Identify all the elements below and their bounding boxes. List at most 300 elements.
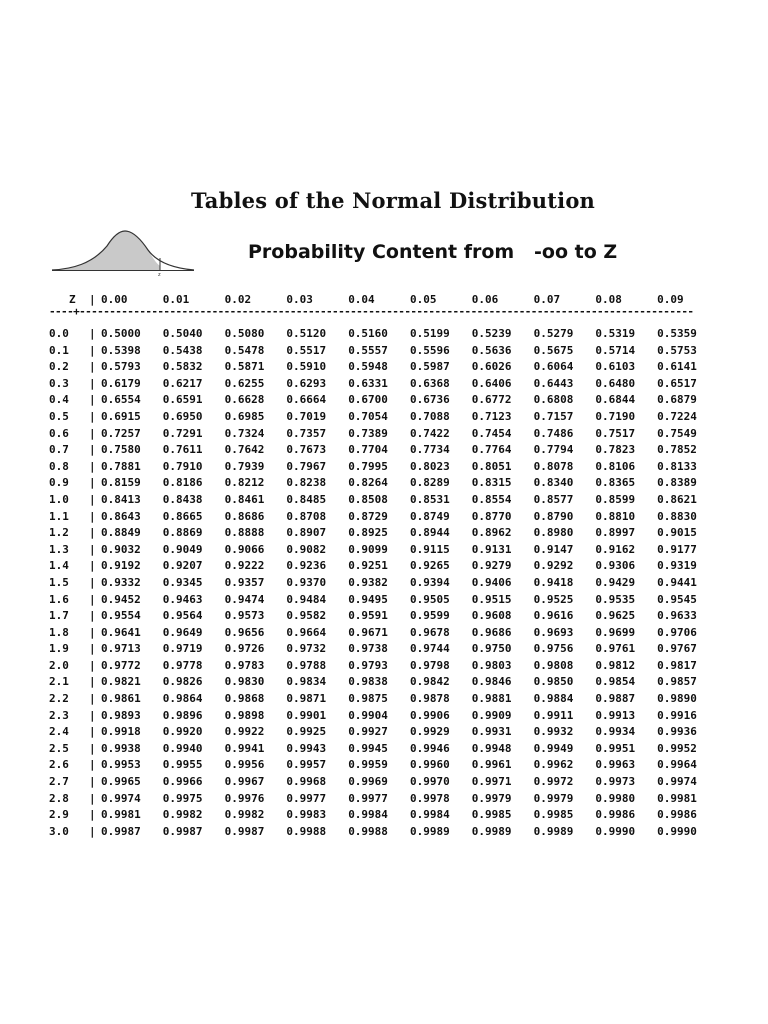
table-cell: 0.9616 (533, 609, 574, 623)
table-cell: 0.8770 (471, 509, 512, 523)
table-cell: 0.5910 (286, 360, 327, 374)
table-cell: 0.7123 (471, 409, 512, 423)
table-cell: 0.9082 (286, 542, 327, 556)
row-z-value: 1.8 (49, 625, 69, 639)
table-cell: 0.9591 (348, 609, 388, 623)
table-cell: 0.9236 (286, 559, 327, 573)
table-cell: 0.7704 (348, 443, 388, 457)
table-cell: 0.9973 (595, 775, 636, 789)
row-z-value: 0.5 (49, 409, 69, 423)
table-row (49, 691, 719, 708)
table-cell: 0.9726 (224, 642, 265, 656)
table-cell: 0.6406 (471, 376, 512, 390)
row-z-value: 2.6 (49, 758, 69, 772)
row-separator: | (89, 725, 96, 739)
table-cell: 0.6664 (286, 393, 327, 407)
table-cell: 0.9965 (101, 775, 141, 789)
header-col-6: 0.06 (471, 293, 499, 306)
table-cell: 0.9671 (348, 625, 388, 639)
table-cell: 0.8508 (348, 492, 388, 506)
table-cell: 0.9834 (286, 675, 327, 689)
table-cell: 0.8051 (471, 459, 512, 473)
table-cell: 0.5160 (348, 327, 388, 340)
table-cell: 0.8643 (101, 509, 141, 523)
table-cell: 0.9803 (471, 658, 512, 672)
table-row (49, 326, 719, 343)
table-cell: 0.9988 (348, 824, 388, 838)
table-cell: 0.9989 (533, 824, 574, 838)
table-cell: 0.7224 (657, 409, 697, 423)
header-separator: | (89, 293, 96, 306)
table-cell: 0.9969 (348, 775, 388, 789)
table-cell: 0.6950 (162, 409, 203, 423)
table-row (49, 442, 719, 459)
table-cell: 0.9854 (595, 675, 636, 689)
table-row (49, 774, 719, 791)
table-cell: 0.9990 (657, 824, 697, 838)
table-row (49, 674, 719, 691)
table-cell: 0.5871 (224, 360, 265, 374)
table-cell: 0.6879 (657, 393, 697, 407)
table-cell: 0.9913 (595, 708, 636, 722)
table-cell: 0.8159 (101, 476, 141, 490)
row-separator: | (89, 625, 96, 639)
table-body (49, 326, 719, 840)
table-cell: 0.9968 (286, 775, 327, 789)
table-cell: 0.9861 (101, 692, 141, 706)
table-cell: 0.7852 (657, 443, 697, 457)
table-row (49, 575, 719, 592)
table-row (49, 724, 719, 741)
table-cell: 0.9987 (101, 824, 141, 838)
table-cell: 0.9279 (471, 559, 512, 573)
row-z-value: 0.9 (49, 476, 69, 490)
row-z-value: 2.5 (49, 741, 69, 755)
row-separator: | (89, 642, 96, 656)
row-separator: | (89, 327, 96, 340)
table-cell: 0.9957 (286, 758, 327, 772)
table-cell: 0.5120 (286, 327, 327, 340)
row-z-value: 1.7 (49, 609, 69, 623)
row-z-value: 0.8 (49, 459, 69, 473)
table-cell: 0.9970 (409, 775, 450, 789)
table-cell: 0.9974 (101, 791, 141, 805)
table-cell: 0.6026 (471, 360, 512, 374)
table-cell: 0.8554 (471, 492, 512, 506)
table-cell: 0.9732 (286, 642, 327, 656)
table-cell: 0.5398 (101, 343, 141, 357)
table-cell: 0.9901 (286, 708, 327, 722)
table-cell: 0.8389 (657, 476, 697, 490)
table-cell: 0.9783 (224, 658, 265, 672)
row-separator: | (89, 692, 96, 706)
table-cell: 0.9929 (409, 725, 450, 739)
table-cell: 0.9904 (348, 708, 388, 722)
table-cell: 0.8264 (348, 476, 388, 490)
table-cell: 0.9918 (101, 725, 141, 739)
table-cell: 0.9686 (471, 625, 512, 639)
table-cell: 0.9916 (657, 708, 697, 722)
table-cell: 0.9251 (348, 559, 388, 573)
row-separator: | (89, 376, 96, 390)
table-cell: 0.8888 (224, 526, 265, 540)
z-marker-label: z (158, 272, 161, 278)
table-cell: 0.7794 (533, 443, 574, 457)
table-cell: 0.9192 (101, 559, 141, 573)
table-cell: 0.9842 (409, 675, 450, 689)
table-cell: 0.8790 (533, 509, 574, 523)
table-cell: 0.9963 (595, 758, 636, 772)
table-cell: 0.9927 (348, 725, 388, 739)
table-cell: 0.9941 (224, 741, 265, 755)
table-cell: 0.9988 (286, 824, 327, 838)
table-cell: 0.9599 (409, 609, 450, 623)
table-cell: 0.7967 (286, 459, 327, 473)
row-z-value: 1.3 (49, 542, 69, 556)
row-separator: | (89, 343, 96, 357)
table-cell: 0.9909 (471, 708, 512, 722)
table-cell: 0.9767 (657, 642, 697, 656)
table-cell: 0.7764 (471, 443, 512, 457)
table-cell: 0.8907 (286, 526, 327, 540)
table-cell: 0.6985 (224, 409, 265, 423)
row-separator: | (89, 609, 96, 623)
table-cell: 0.8340 (533, 476, 574, 490)
table-cell: 0.9319 (657, 559, 697, 573)
table-cell: 0.5714 (595, 343, 636, 357)
table-row (49, 459, 719, 476)
table-cell: 0.5000 (101, 327, 141, 340)
table-row (49, 359, 719, 376)
table-cell: 0.9934 (595, 725, 636, 739)
curve-shaded-area (52, 231, 160, 270)
table-cell: 0.9265 (409, 559, 450, 573)
row-separator: | (89, 476, 96, 490)
table-cell: 0.8944 (409, 526, 450, 540)
table-cell: 0.7642 (224, 443, 265, 457)
row-z-value: 2.0 (49, 658, 69, 672)
table-cell: 0.6179 (101, 376, 141, 390)
table-cell: 0.9441 (657, 575, 697, 589)
row-separator: | (89, 708, 96, 722)
table-cell: 0.9946 (409, 741, 450, 755)
table-cell: 0.7580 (101, 443, 141, 457)
table-cell: 0.9953 (101, 758, 141, 772)
table-cell: 0.7939 (224, 459, 265, 473)
table-row (49, 376, 719, 393)
table-cell: 0.9821 (101, 675, 141, 689)
header-col-9: 0.09 (657, 293, 684, 306)
table-row (49, 558, 719, 575)
table-cell: 0.9162 (595, 542, 636, 556)
table-cell: 0.9940 (162, 741, 203, 755)
table-cell: 0.9975 (162, 791, 203, 805)
table-cell: 0.9798 (409, 658, 450, 672)
table-cell: 0.9898 (224, 708, 265, 722)
table-cell: 0.6141 (657, 360, 697, 374)
table-cell: 0.8212 (224, 476, 265, 490)
table-cell: 0.6368 (409, 376, 450, 390)
table-cell: 0.9625 (595, 609, 636, 623)
table-cell: 0.9099 (348, 542, 388, 556)
table-cell: 0.9515 (471, 592, 512, 606)
table-cell: 0.8997 (595, 526, 636, 540)
table-cell: 0.7088 (409, 409, 450, 423)
table-cell: 0.5557 (348, 343, 388, 357)
table-cell: 0.9177 (657, 542, 697, 556)
table-cell: 0.8078 (533, 459, 574, 473)
table-cell: 0.6293 (286, 376, 327, 390)
table-cell: 0.9931 (471, 725, 512, 739)
table-cell: 0.9474 (224, 592, 265, 606)
table-cell: 0.9207 (162, 559, 203, 573)
table-cell: 0.8962 (471, 526, 512, 540)
table-cell: 0.9147 (533, 542, 574, 556)
table-cell: 0.5793 (101, 360, 141, 374)
row-separator: | (89, 426, 96, 440)
table-cell: 0.9864 (162, 692, 203, 706)
table-cell: 0.9976 (224, 791, 265, 805)
table-cell: 0.9032 (101, 542, 141, 556)
table-cell: 0.9788 (286, 658, 327, 672)
table-cell: 0.9719 (162, 642, 203, 656)
table-cell: 0.6808 (533, 393, 574, 407)
table-cell: 0.9406 (471, 575, 512, 589)
table-row (49, 525, 719, 542)
table-cell: 0.9911 (533, 708, 574, 722)
table-cell: 0.8729 (348, 509, 388, 523)
row-z-value: 0.3 (49, 376, 69, 390)
table-cell: 0.9693 (533, 625, 574, 639)
header-col-4: 0.04 (348, 293, 375, 306)
table-row (49, 625, 719, 642)
row-separator: | (89, 741, 96, 755)
table-cell: 0.9868 (224, 692, 265, 706)
table-cell: 0.9978 (409, 791, 450, 805)
table-cell: 0.8599 (595, 492, 636, 506)
table-cell: 0.8485 (286, 492, 327, 506)
row-separator: | (89, 492, 96, 506)
normal-curve-diagram (52, 222, 194, 278)
table-cell: 0.9985 (533, 808, 574, 822)
table-cell: 0.9738 (348, 642, 388, 656)
table-cell: 0.5517 (286, 343, 327, 357)
table-cell: 0.9115 (409, 542, 450, 556)
table-cell: 0.9808 (533, 658, 574, 672)
table-cell: 0.9955 (162, 758, 203, 772)
table-row (49, 492, 719, 509)
table-row (49, 409, 719, 426)
table-cell: 0.9357 (224, 575, 265, 589)
table-cell: 0.9977 (348, 791, 388, 805)
row-z-value: 1.0 (49, 492, 69, 506)
table-row (49, 757, 719, 774)
table-cell: 0.7517 (595, 426, 636, 440)
table-cell: 0.8708 (286, 509, 327, 523)
table-cell: 0.5753 (657, 343, 697, 357)
table-cell: 0.9699 (595, 625, 636, 639)
table-cell: 0.5987 (409, 360, 450, 374)
table-cell: 0.9922 (224, 725, 265, 739)
table-row (49, 807, 719, 824)
table-cell: 0.9887 (595, 692, 636, 706)
table-row (49, 542, 719, 559)
table-cell: 0.9984 (348, 808, 388, 822)
table-cell: 0.9987 (224, 824, 265, 838)
table-cell: 0.5596 (409, 343, 450, 357)
table-cell: 0.9956 (224, 758, 265, 772)
table-cell: 0.6103 (595, 360, 636, 374)
table-row (49, 392, 719, 409)
table-cell: 0.9484 (286, 592, 327, 606)
row-z-value: 0.7 (49, 443, 69, 457)
table-cell: 0.7019 (286, 409, 327, 423)
row-z-value: 2.7 (49, 775, 69, 789)
table-cell: 0.9932 (533, 725, 574, 739)
table-cell: 0.9793 (348, 658, 388, 672)
table-cell: 0.8980 (533, 526, 574, 540)
header-col-5: 0.05 (409, 293, 437, 306)
table-cell: 0.9649 (162, 625, 203, 639)
table-cell: 0.7881 (101, 459, 141, 473)
row-separator: | (89, 542, 96, 556)
table-cell: 0.8686 (224, 509, 265, 523)
table-cell: 0.8925 (348, 526, 388, 540)
table-cell: 0.7389 (348, 426, 388, 440)
table-cell: 0.9987 (162, 824, 203, 838)
table-cell: 0.8665 (162, 509, 203, 523)
table-cell: 0.9830 (224, 675, 265, 689)
table-cell: 0.7995 (348, 459, 388, 473)
table-cell: 0.9495 (348, 592, 388, 606)
row-z-value: 1.4 (49, 559, 69, 573)
table-cell: 0.9982 (224, 808, 265, 822)
table-row (49, 791, 719, 808)
table-cell: 0.9838 (348, 675, 388, 689)
table-cell: 0.9979 (533, 791, 574, 805)
table-cell: 0.9948 (471, 741, 512, 755)
table-cell: 0.8365 (595, 476, 636, 490)
table-cell: 0.9812 (595, 658, 636, 672)
row-z-value: 0.4 (49, 393, 69, 407)
table-header-row (49, 292, 719, 306)
table-row (49, 608, 719, 625)
row-z-value: 0.2 (49, 360, 69, 374)
table-cell: 0.9952 (657, 741, 697, 755)
table-cell: 0.9744 (409, 642, 450, 656)
row-separator: | (89, 808, 96, 822)
table-cell: 0.8023 (409, 459, 450, 473)
table-cell: 0.5359 (657, 327, 697, 340)
table-cell: 0.7454 (471, 426, 512, 440)
table-cell: 0.7486 (533, 426, 574, 440)
table-cell: 0.9961 (471, 758, 512, 772)
table-cell: 0.5040 (162, 327, 203, 340)
table-cell: 0.9778 (162, 658, 203, 672)
table-cell: 0.6915 (101, 409, 141, 423)
row-separator: | (89, 360, 96, 374)
table-cell: 0.8438 (162, 492, 203, 506)
row-z-value: 1.6 (49, 592, 69, 606)
table-cell: 0.9463 (162, 592, 203, 606)
table-cell: 0.5636 (471, 343, 512, 357)
table-row (49, 426, 719, 443)
row-separator: | (89, 559, 96, 573)
table-cell: 0.9857 (657, 675, 697, 689)
table-cell: 0.8810 (595, 509, 636, 523)
table-cell: 0.9936 (657, 725, 697, 739)
table-cell: 0.5279 (533, 327, 574, 340)
table-cell: 0.6255 (224, 376, 265, 390)
table-cell: 0.7054 (348, 409, 388, 423)
row-z-value: 0.1 (49, 343, 69, 357)
header-col-7: 0.07 (533, 293, 561, 306)
row-separator: | (89, 824, 96, 838)
table-cell: 0.9505 (409, 592, 450, 606)
row-separator: | (89, 775, 96, 789)
table-cell: 0.5199 (409, 327, 450, 340)
row-z-value: 2.3 (49, 708, 69, 722)
table-cell: 0.9981 (101, 808, 141, 822)
table-cell: 0.9846 (471, 675, 512, 689)
table-cell: 0.8621 (657, 492, 697, 506)
header-col-0: 0.00 (101, 293, 128, 306)
table-cell: 0.9925 (286, 725, 327, 739)
table-cell: 0.9906 (409, 708, 450, 722)
table-cell: 0.9960 (409, 758, 450, 772)
table-cell: 0.9979 (471, 791, 512, 805)
table-cell: 0.5080 (224, 327, 265, 340)
table-cell: 0.7157 (533, 409, 574, 423)
header-col-1: 0.01 (162, 293, 190, 306)
table-row (49, 741, 719, 758)
header-col-2: 0.02 (224, 293, 252, 306)
table-cell: 0.7673 (286, 443, 327, 457)
page-subtitle: Probability Content from -oo to Z (248, 241, 618, 263)
table-cell: 0.8869 (162, 526, 203, 540)
table-cell: 0.5319 (595, 327, 636, 340)
table-cell: 0.9974 (657, 775, 697, 789)
table-cell: 0.6480 (595, 376, 636, 390)
table-cell: 0.9989 (471, 824, 512, 838)
row-separator: | (89, 409, 96, 423)
table-cell: 0.7357 (286, 426, 327, 440)
table-cell: 0.8238 (286, 476, 327, 490)
table-cell: 0.9971 (471, 775, 512, 789)
table-cell: 0.9554 (101, 609, 141, 623)
table-cell: 0.9990 (595, 824, 636, 838)
table-cell: 0.9984 (409, 808, 450, 822)
table-cell: 0.8413 (101, 492, 141, 506)
table-cell: 0.9345 (162, 575, 203, 589)
table-cell: 0.9706 (657, 625, 697, 639)
table-cell: 0.9306 (595, 559, 636, 573)
table-cell: 0.9893 (101, 708, 141, 722)
row-separator: | (89, 758, 96, 772)
table-cell: 0.7190 (595, 409, 636, 423)
table-cell: 0.9962 (533, 758, 574, 772)
table-cell: 0.9878 (409, 692, 450, 706)
table-cell: 0.6554 (101, 393, 141, 407)
table-cell: 0.9964 (657, 758, 697, 772)
table-cell: 0.7611 (162, 443, 203, 457)
table-row (49, 824, 719, 841)
table-cell: 0.9292 (533, 559, 574, 573)
row-z-value: 2.2 (49, 692, 69, 706)
table-cell: 0.9938 (101, 741, 141, 755)
table-cell: 0.9332 (101, 575, 141, 589)
table-cell: 0.9875 (348, 692, 388, 706)
